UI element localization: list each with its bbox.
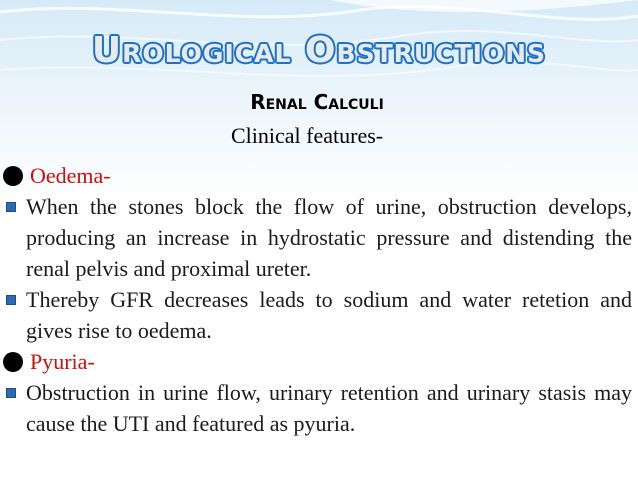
heading-text: Pyuria- <box>30 349 95 374</box>
list-item <box>0 377 632 439</box>
section-label: Clinical features- <box>231 123 384 148</box>
square-bullet-icon <box>6 295 16 305</box>
list-item <box>0 284 632 346</box>
heading-text: Oedema- <box>30 163 111 188</box>
square-bullet-icon <box>6 202 16 212</box>
list-item-heading <box>0 346 632 377</box>
item-text: Obstruction in urine flow, urinary retention and urinary stasis may cause the UTI and featured as pyuria. <box>26 380 632 436</box>
round-bullet-icon <box>3 352 23 372</box>
slide-subtitle: Renal Calculi <box>250 90 384 114</box>
item-text: When the stones block the flow of urine, obstruction develops, producing an increase in hydrostatic pressure and distending the renal pelvis and proximal ureter. <box>26 194 632 281</box>
list-item-heading <box>0 160 632 191</box>
slide-title: Urological Obstructions <box>91 30 547 71</box>
square-bullet-icon <box>6 388 16 398</box>
round-bullet-icon <box>3 166 23 186</box>
list-item <box>0 191 632 284</box>
bullet-list <box>0 160 632 439</box>
item-text: Thereby GFR decreases leads to sodium and water retetion and gives rise to oedema. <box>26 287 632 343</box>
